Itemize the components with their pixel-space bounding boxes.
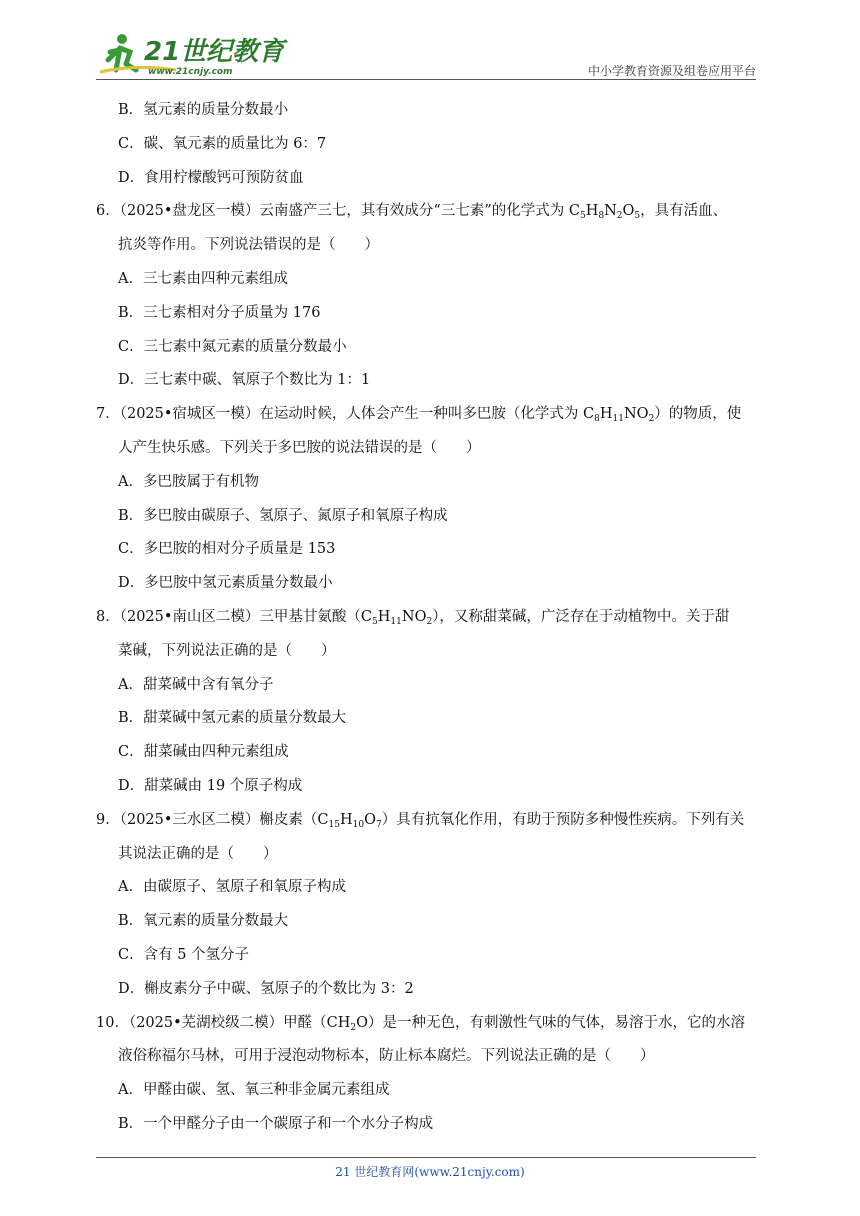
question-stem: 7．（2025•宿城区一模）在运动时候，人体会产生一种叫多巴胺（化学式为 $C_8H_{11}NO_2$）的物质，使 xyxy=(96,406,742,425)
question-stem: 8．（2025•南山区二模）三甲基甘氨酸$(C_5H_{11}NO_2)$，又称甜菜碱，广泛存在于动植物中。关于甜 xyxy=(96,609,730,627)
answer-option: A．三七素由四种元素组成 xyxy=(118,271,288,287)
answer-option: C．含有 5 个氢分子 xyxy=(118,947,250,963)
answer-option: A．多巴胺属于有机物 xyxy=(118,473,259,490)
answer-option: B．三七素相对分子质量为 176 xyxy=(118,304,321,321)
answer-option: B．氢元素的质量分数最小 xyxy=(118,102,289,118)
svg-text:www.21cnjy.com: www.21cnjy.com xyxy=(148,67,233,77)
question-continuation: 菜碱，下列说法正确的是（ ） xyxy=(118,642,336,659)
answer-option: D．多巴胺中氢元素质量分数最小 xyxy=(118,575,333,592)
footer-text: 21 世纪教育网(www.21cnjy.com) xyxy=(335,1165,525,1179)
answer-option: C．甜菜碱由四种元素组成 xyxy=(118,744,289,761)
answer-option: B．一个甲醛分子由一个碳原子和一个水分子构成 xyxy=(118,1116,434,1132)
svg-text:21世纪教育: 21世纪教育 xyxy=(144,37,285,67)
21cnjy-logo xyxy=(96,30,285,78)
question-continuation: 人产生快乐感。下列关于多巴胺的说法错误的是（ ） xyxy=(118,440,481,456)
page-header xyxy=(96,30,756,80)
question-continuation: 其说法正确的是（ ） xyxy=(118,845,278,862)
platform-name: 中小学教育资源及组卷应用平台 xyxy=(587,64,756,78)
answer-option: D．食用柠檬酸钙可预防贫血 xyxy=(118,169,304,186)
answer-option: B．氧元素的质量分数最大 xyxy=(118,913,289,930)
answer-option: C．多巴胺的相对分子质量是 153 xyxy=(118,541,336,558)
question-stem: 10．（2025•芜湖校级二模）甲醛$(CH_2O)$是一种无色，有刺激性气味的气体，易溶于水，它的水溶 xyxy=(96,1014,746,1033)
answer-option: B．多巴胺由碳原子、氢原子、氮原子和氧原子构成 xyxy=(118,507,448,524)
answer-option: A．甲醛由碳、氢、氧三种非金属元素组成 xyxy=(118,1082,390,1099)
footer-divider xyxy=(96,1157,756,1158)
question-stem: 6．（2025•盘龙区一模）云南盛产三七，其有效成分“三七素”的化学式为 $C_5H_8N_2O_5$，具有活血、 xyxy=(96,203,728,222)
question-stem: 9．（2025•三水区二模）槲皮素$(C_{15}H_{10}O_7)$具有抗氧化作用，有助于预防多种慢性疾病。下列有关 xyxy=(96,811,745,830)
answer-option: D．甜菜碱由 19 个原子构成 xyxy=(118,778,303,794)
question-continuation: 抗炎等作用。下列说法错误的是（ ） xyxy=(118,237,379,254)
answer-option: C．三七素中氮元素的质量分数最小 xyxy=(118,338,347,355)
answer-option: C．碳、氧元素的质量比为 6：7 xyxy=(118,135,327,152)
question-continuation: 液俗称福尔马林，可用于浸泡动物标本，防止标本腐烂。下列说法正确的是（ ） xyxy=(118,1048,655,1065)
answer-option: A．甜菜碱中含有氧分子 xyxy=(118,676,274,693)
answer-option: D．三七素中碳、氧原子个数比为 1：1 xyxy=(118,372,371,389)
answer-option: A．由碳原子、氢原子和氧原子构成 xyxy=(118,879,346,896)
header-divider xyxy=(96,79,756,80)
answer-option: B．甜菜碱中氢元素的质量分数最大 xyxy=(118,710,347,727)
answer-option: D．槲皮素分子中碳、氢原子的个数比为 3：2 xyxy=(118,980,414,997)
